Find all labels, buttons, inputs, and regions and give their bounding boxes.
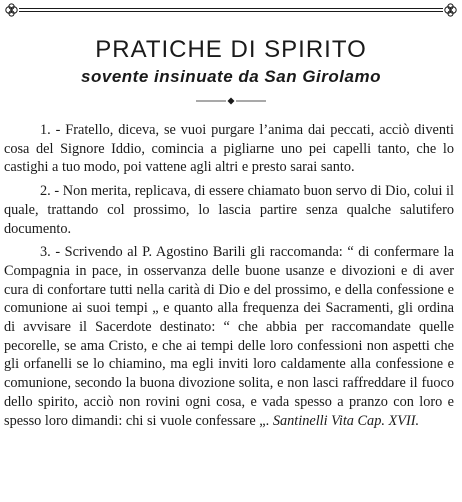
paragraph-3-text: 3. - Scrivendo al P. Agostino Barili gli raccomanda: “ di confermare la Compagnia in pace, in osservanza delle buone usanze e divozioni e di aver cura di confortare tutti nella carità di Dio e del prossimo, e della confessione e comunione ai suoi tempi „ e quanto alla frequenza dei Sacramenti, gli ordina di avvisare il Sacerdote destinato: “ che abbia per raccomandate quelle pecorelle, se ama Cristo, e che ai tempi delle loro confessioni non aspetti che gli orfanelli se lo chiamino, ma egli inviti loro caldamente alla confessione e comunione, secondo la buona divozione solita, e non lasci raffreddare il fuoco dello spirito, acciò non rovini ogni cosa, e vada spesso a pranzo con loro e spesso loro dimandi: chi si vuole confessare „. bbox=[4, 244, 454, 429]
paragraph-3 bbox=[4, 243, 454, 430]
top-ornamental-rule bbox=[3, 2, 459, 18]
source-citation: Santinelli Vita Cap. XVII. bbox=[272, 412, 420, 429]
paragraph-1-text: 1. - Fratello, diceva, se vuoi purgare l’anima dai peccati, acciò diventi cosa del Signore Iddio, comincia a pigliarne uno pei capelli tanto, che lo castighi a tuo modo, poi vattene agli altri e presto sarai santo. bbox=[4, 122, 454, 176]
paragraph-2-text: 2. - Non merita, replicava, di essere chiamato buon servo di Dio, colui il quale, trattando col prossimo, lo lascia partire senza qualche salutifero documento. bbox=[4, 183, 454, 237]
left-knot-ornament bbox=[6, 4, 17, 16]
paragraph-1 bbox=[4, 121, 454, 177]
right-knot-ornament bbox=[445, 4, 456, 16]
page-subtitle: sovente insinuate da San Girolamo bbox=[81, 67, 381, 86]
body-text bbox=[4, 121, 454, 435]
page-title: PRATICHE DI SPIRITO bbox=[95, 36, 367, 63]
paragraph-2 bbox=[4, 182, 454, 238]
section-divider-ornament bbox=[196, 97, 266, 105]
